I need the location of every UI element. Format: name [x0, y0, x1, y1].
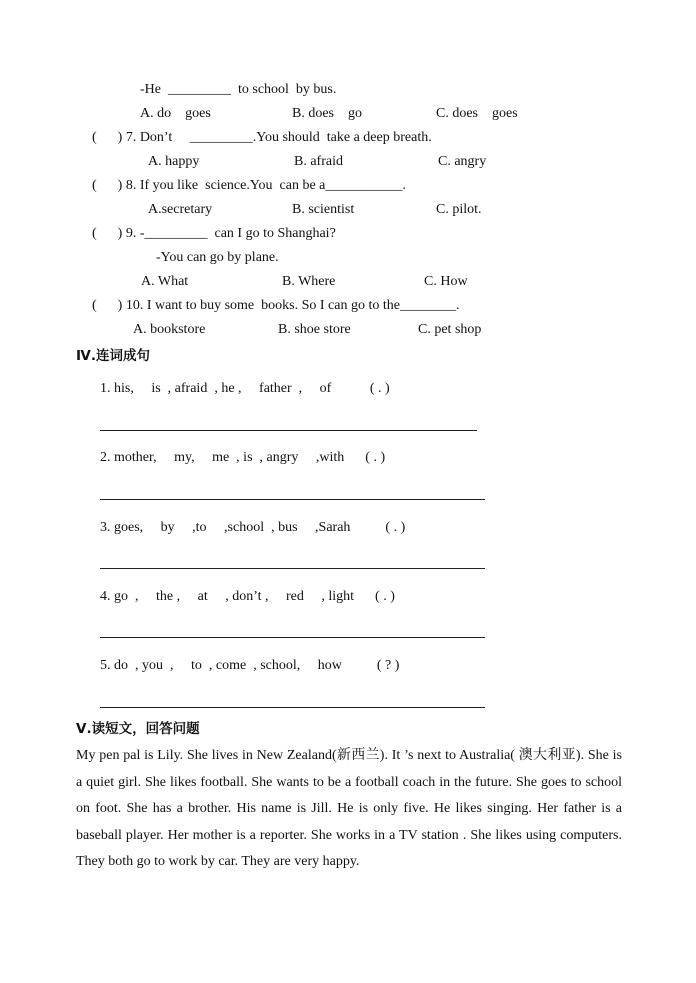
q10-option-a: A. bookstore [133, 322, 206, 337]
q10-option-c: C. pet shop [418, 322, 482, 337]
answer-line-3[interactable] [100, 568, 485, 569]
sentence-3: 3. goes, by ,to ,school , bus ,Sarah ( . ) [100, 520, 406, 535]
question-10: ( ) 10. I want to buy some books. So I can go to the________. [92, 298, 460, 313]
passage-text: My pen pal is Lily. She lives in New Zealand(新西兰). It ’s next to Australia( 澳大利亚). She is a quiet girl. She likes football. She wants to be a football coach in the future. She goes to school on foot. She has a brother. His name is Jill. He is only five. He likes singing. Her father is a baseball player. Her mother is a reporter. She works in a TV station . She likes using computers. They both go to work by car. They are very happy. [76, 748, 622, 869]
sentence-2: 2. mother, my, me , is , angry ,with ( . ) [100, 450, 386, 465]
q7-option-c: C. angry [438, 154, 487, 169]
question-9: ( ) 9. -_________ can I go to Shanghai? [92, 226, 336, 241]
q9-option-c: C. How [424, 274, 468, 289]
q7-option-a: A. happy [148, 154, 200, 169]
q8-option-a: A.secretary [148, 202, 213, 217]
section-5-heading: Ⅴ.读短文，回答问题 [76, 721, 200, 737]
sentence-5: 5. do , you , to , come , school, how ( ? ) [100, 658, 400, 673]
q8-option-b: B. scientist [292, 202, 355, 217]
question-7: ( ) 7. Don’t _________.You should take a deep breath. [92, 130, 432, 145]
answer-line-1[interactable] [100, 430, 477, 431]
q9-dialogue-line: -You can go by plane. [156, 250, 279, 265]
q6-option-c: C. does goes [436, 106, 518, 121]
q7-option-b: B. afraid [294, 154, 343, 169]
q9-option-a: A. What [141, 274, 189, 289]
answer-line-4[interactable] [100, 637, 485, 638]
q10-option-b: B. shoe store [278, 322, 351, 337]
answer-line-2[interactable] [100, 499, 485, 500]
sentence-4: 4. go , the , at , don’t , red , light ( . ) [100, 589, 395, 604]
q9-option-b: B. Where [282, 274, 336, 289]
answer-line-5[interactable] [100, 707, 485, 708]
q6-option-a: A. do goes [140, 106, 211, 121]
sentence-1: 1. his, is , afraid , he , father , of ( . ) [100, 381, 390, 396]
q6-option-b: B. does go [292, 106, 362, 121]
q8-option-c: C. pilot. [436, 202, 482, 217]
question-8: ( ) 8. If you like science.You can be a___________. [92, 178, 406, 193]
section-4-heading: Ⅳ.连词成句 [76, 348, 150, 364]
q6-dialogue-line: -He _________ to school by bus. [140, 82, 337, 97]
reading-passage [76, 743, 622, 876]
